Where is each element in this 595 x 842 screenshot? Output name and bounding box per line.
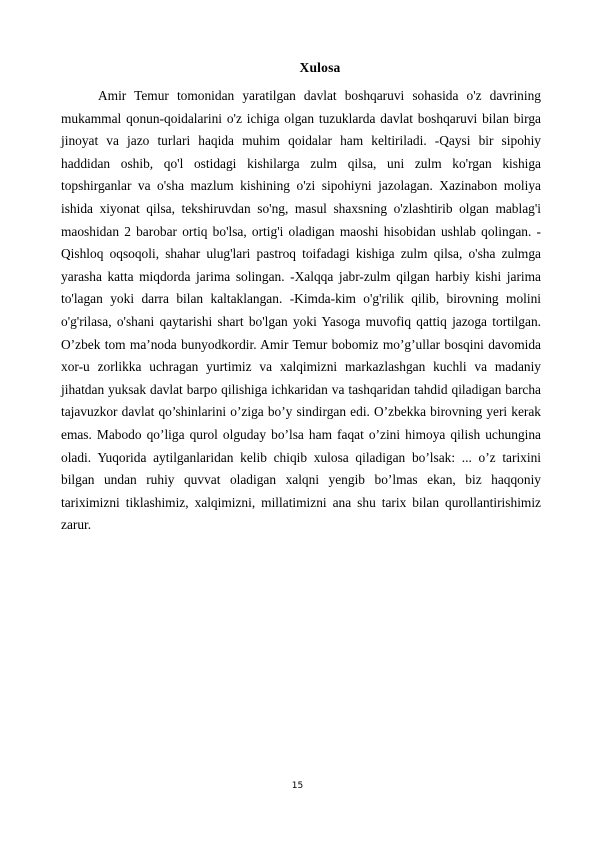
body-paragraph: Amir Temur tomonidan yaratilgan davlat boshqaruvi sohasida o'z davrining mukammal qonun-qoidalarini o'z ichiga olgan tuzuklarda davlat boshqaruvi bilan birga jinoyat va jazo turlari haqida muhim qoidalar ham keltiriladi. -Qaysi bir sipohiy haddidan oshib, qo'l ostidagi kishilarga zulm qilsa, uni zulm ko'rgan kishiga topshirganlar va o'sha mazlum kishining o'zi sipohiyni jazolagan. Xazinabon moliya ishida xiyonat qilsa, tekshiruvdan so'ng, masul shaxsning o'zlashtirib olgan mablag'i maoshidan 2 barobar ortiq bo'lsa, ortig'i oladigan maoshi hisobidan ushlab qolingan. -Qishloq oqsoqoli, shahar ulug'lari pastroq toifadagi kishiga zulm qilsa, o'sha zulmga yarasha katta miqdorda jarima solingan. -Xalqqa jabr-zulm qilgan harbiy kishi jarima to'lagan yoki darra bilan kaltaklangan. -Kimda-kim o'g'rilik qilib, birovning molini o'g'rilasa, o'shani qaytarishi shart bo'lgan yoki Yasoga muvofiq qattiq jazoga tortilgan. O’zbek tom ma’noda bunyodkordir. Amir Temur bobomiz mo’g’ullar bosqini davomida xor-u zorlikka uchragan yurtimiz va xalqimizni markazlashgan kuchli va madaniy jihatdan yuksak davlat barpo qilishiga ichkaridan va tashqaridan tahdid qiladigan barcha tajavuzkor davlat qo’shinlarini o’ziga bo’y sindirgan edi. O’zbekka birovning yeri kerak emas. Mabodo qo’liga qurol olguday bo’lsa ham faqat o’zini himoya qilish uchungina oladi. Yuqorida aytilganlaridan kelib chiqib xulosa qiladigan bo’lsak: ... o’z tarixini bilgan undan ruhiy quvvat oladigan xalqni yengib bo’lmas ekan, biz haqqoniy tariximizni tiklashimiz, xalqimizni, millatimizni ana shu tarix bilan qurollantirishimiz zarur. <box>61 88 541 533</box>
page-number: 15 <box>291 781 304 791</box>
page-title: Xulosa <box>299 60 341 75</box>
